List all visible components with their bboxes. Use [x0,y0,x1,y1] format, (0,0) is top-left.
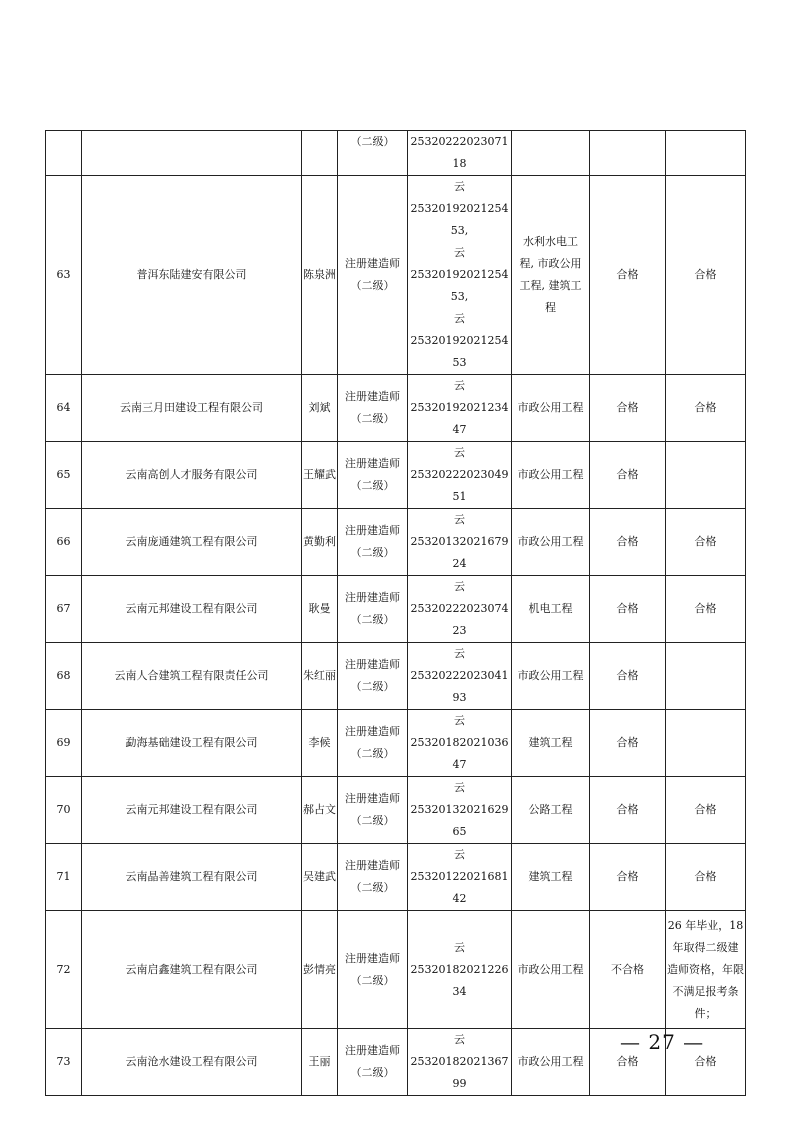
qualification-line: （二级） [350,135,395,148]
certificate-number-line: 2532022202304193 [410,669,509,704]
review-result-cell: 合格 [590,576,666,643]
company-name-cell: 云南三月田建设工程有限公司 [82,375,302,442]
row-number-cell: 71 [46,844,82,911]
company-name-cell: 云南元邦建设工程有限公司 [82,576,302,643]
specialty-cell [512,710,590,777]
table-row [46,844,746,911]
person-name-cell: 陈泉洲 [302,176,338,375]
certificate-number-line: 云 [454,513,465,526]
qualification-line: （二级） [350,613,395,626]
review-result-cell: 合格 [590,1029,666,1096]
certificate-number-line: 2532019202125453, [410,202,509,237]
certificate-number-line: 2532012202168142 [410,870,509,905]
person-name-cell: 李候 [302,710,338,777]
review-result-cell: 合格 [590,176,666,375]
review-result-cell: 合格 [590,643,666,710]
qualification-line: （二级） [350,814,395,827]
table-row [46,710,746,777]
remark-line: 合格 [694,401,717,414]
qualification-cell [338,643,408,710]
remark-line: 造师资格，年限 [667,962,744,976]
person-name-cell: 朱红丽 [302,643,338,710]
table-row [46,911,746,1029]
remark-cell [666,911,746,1029]
company-name-cell: 普洱东陆建安有限公司 [82,176,302,375]
remark-line: 件； [694,1006,717,1020]
row-number-cell: 64 [46,375,82,442]
qualification-cell [338,844,408,911]
qualification-line: （二级） [350,546,395,559]
qualification-line: （二级） [350,279,395,292]
table-body [46,131,746,1096]
remark-cell [666,176,746,375]
certificate-number-line: 云 [454,1033,465,1046]
table-row [46,442,746,509]
person-name-cell: 郝占文 [302,777,338,844]
qualification-cell [338,1029,408,1096]
company-name-cell: 云南沧水建设工程有限公司 [82,1029,302,1096]
person-name-cell: 王丽 [302,1029,338,1096]
specialty-cell [512,911,590,1029]
row-number-cell: 67 [46,576,82,643]
company-name-cell: 云南启鑫建筑工程有限公司 [82,911,302,1029]
qualification-line: （二级） [350,680,395,693]
row-number-cell: 66 [46,509,82,576]
qualification-line: （二级） [350,479,395,492]
review-result-cell: 合格 [590,710,666,777]
certificate-number-cell [408,131,512,176]
specialty-line: 建筑工程 [528,870,573,883]
certificate-number-line: 2532018202103647 [410,736,509,771]
row-number-cell: 65 [46,442,82,509]
company-name-cell: 云南晶善建筑工程有限公司 [82,844,302,911]
table-row [46,375,746,442]
specialty-cell [512,176,590,375]
specialty-line: 市政公用工程 [517,401,584,414]
table-row [46,131,746,176]
specialty-line: 市政公用工程 [517,962,584,976]
remark-cell [666,844,746,911]
row-number-cell: 72 [46,911,82,1029]
qualification-line: （二级） [350,747,395,760]
certificate-number-cell [408,911,512,1029]
specialty-cell [512,643,590,710]
person-name-cell: 吴建武 [302,844,338,911]
specialty-cell [512,375,590,442]
certificate-number-line: 云 [454,246,465,259]
certificate-number-cell [408,710,512,777]
certificate-number-line: 2532018202122634 [410,962,509,998]
certificate-number-line: 2532022202307423 [410,602,509,637]
row-number-cell: 70 [46,777,82,844]
person-name-cell: 耿曼 [302,576,338,643]
certificate-number-cell [408,375,512,442]
company-name-cell: 云南人合建筑工程有限责任公司 [82,643,302,710]
qualification-line: 注册建造师 [345,859,400,872]
review-result-cell: 不合格 [590,911,666,1029]
specialty-cell [512,777,590,844]
qualification-line: （二级） [350,412,395,425]
certificate-number-cell [408,777,512,844]
remark-line: 合格 [694,602,717,615]
qualification-cell [338,710,408,777]
certificate-number-cell [408,509,512,576]
person-name-cell: 王耀武 [302,442,338,509]
table-row [46,176,746,375]
specialty-line: 市政公用工程 [517,468,584,481]
qualification-cell [338,576,408,643]
row-number-cell: 73 [46,1029,82,1096]
person-name-cell [302,131,338,176]
table-row [46,643,746,710]
qualification-cell [338,777,408,844]
qualification-line: 注册建造师 [345,951,400,965]
page-number: — 27 — [620,1030,705,1054]
qualification-line: 注册建造师 [345,390,400,403]
certificate-number-line: 云 [454,312,465,325]
row-number-cell: 68 [46,643,82,710]
row-number-cell [46,131,82,176]
person-name-cell: 黄勤利 [302,509,338,576]
qualification-line: 注册建造师 [345,792,400,805]
qualification-line: 注册建造师 [345,524,400,537]
specialty-line: 市政公用工程 [517,669,584,682]
company-name-cell: 云南元邦建设工程有限公司 [82,777,302,844]
remark-line: 合格 [694,1055,717,1068]
certificate-number-line: 云 [454,940,465,954]
remark-line: 26 年毕业，18 [667,918,744,932]
specialty-line: 公路工程 [528,803,573,816]
review-result-cell: 合格 [590,509,666,576]
specialty-cell [512,131,590,176]
specialty-cell [512,1029,590,1096]
certificate-number-line: 2532013202167924 [410,535,509,570]
remark-line: 合格 [694,268,717,281]
specialty-cell [512,509,590,576]
certificate-number-cell [408,643,512,710]
certificate-number-line: 云 [454,848,465,861]
qualification-cell [338,131,408,176]
review-result-cell: 合格 [590,844,666,911]
certificate-number-cell [408,176,512,375]
row-number-cell: 63 [46,176,82,375]
remark-line: 合格 [694,870,717,883]
certificate-number-line: 云 [454,446,465,459]
remark-cell [666,576,746,643]
specialty-line: 市政公用工程 [517,535,584,548]
qualification-cell [338,176,408,375]
remark-cell [666,509,746,576]
certificate-number-line: 2532019202125453, [410,268,509,303]
certificate-number-cell [408,576,512,643]
remark-line: 不满足报考条 [672,984,739,998]
certificate-number-line: 2532019202123447 [410,401,509,436]
person-name-cell: 刘斌 [302,375,338,442]
table-row [46,509,746,576]
remark-cell [666,442,746,509]
specialty-line: 机电工程 [528,602,573,615]
specialty-line: 工程, 建筑工 [519,279,582,292]
remark-cell [666,643,746,710]
specialty-cell [512,844,590,911]
specialty-line: 建筑工程 [528,736,573,749]
company-name-cell: 勐海基础建设工程有限公司 [82,710,302,777]
specialty-line: 水利水电工 [523,235,578,248]
qualification-line: （二级） [350,881,395,894]
remark-cell [666,710,746,777]
personnel-table [45,130,746,1096]
specialty-cell [512,576,590,643]
company-name-cell: 云南高创人才服务有限公司 [82,442,302,509]
qualification-line: 注册建造师 [345,591,400,604]
qualification-line: （二级） [350,1066,395,1079]
certificate-number-line: 云 [454,580,465,593]
specialty-line: 程, 市政公用 [519,257,582,270]
qualification-cell [338,911,408,1029]
certificate-number-cell [408,844,512,911]
company-name-cell [82,131,302,176]
remark-line: 合格 [694,803,717,816]
remark-cell [666,375,746,442]
certificate-number-line: 云 [454,379,465,392]
certificate-number-line: 2532022202304951 [410,468,509,503]
remark-line: 合格 [694,535,717,548]
qualification-line: （二级） [350,973,395,987]
qualification-line: 注册建造师 [345,1044,400,1057]
specialty-line: 市政公用工程 [517,1055,584,1068]
table-row [46,777,746,844]
certificate-number-cell [408,442,512,509]
certificate-number-line: 云 [454,714,465,727]
remark-line: 年取得二级建 [672,940,739,954]
qualification-cell [338,375,408,442]
company-name-cell: 云南庞通建筑工程有限公司 [82,509,302,576]
review-result-cell [590,131,666,176]
certificate-number-line: 2532022202307118 [410,135,509,170]
person-name-cell: 彭情亮 [302,911,338,1029]
specialty-line: 程 [545,301,556,314]
review-result-cell: 合格 [590,777,666,844]
certificate-number-line: 云 [454,647,465,660]
qualification-cell [338,509,408,576]
qualification-line: 注册建造师 [345,725,400,738]
certificate-number-line: 2532018202136799 [410,1055,509,1090]
remark-cell [666,777,746,844]
certificate-number-line: 云 [454,180,465,193]
certificate-number-line: 云 [454,781,465,794]
qualification-line: 注册建造师 [345,257,400,270]
qualification-line: 注册建造师 [345,658,400,671]
specialty-cell [512,442,590,509]
certificate-number-cell [408,1029,512,1096]
certificate-number-line: 2532019202125453 [410,334,509,369]
review-result-cell: 合格 [590,442,666,509]
qualification-line: 注册建造师 [345,457,400,470]
remark-cell [666,131,746,176]
table-row [46,576,746,643]
review-result-cell: 合格 [590,375,666,442]
row-number-cell: 69 [46,710,82,777]
certificate-number-line: 2532013202162965 [410,803,509,838]
qualification-cell [338,442,408,509]
